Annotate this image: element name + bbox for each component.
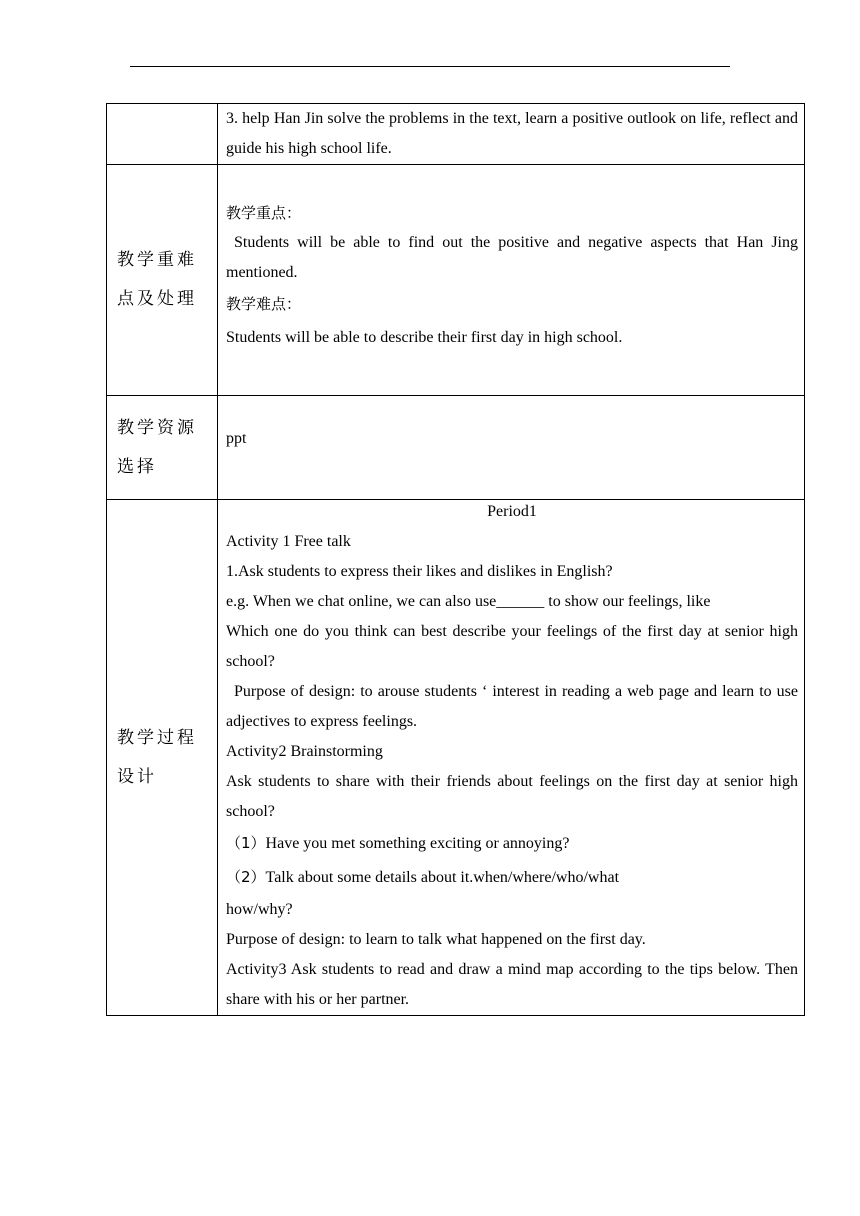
- header-rule: [130, 66, 730, 67]
- activity1-question1: 1.Ask students to express their likes and dislikes in English?: [226, 563, 613, 580]
- lesson-plan-table: [106, 103, 805, 1016]
- activity2-task: Ask students to share with their friends about feelings on the first day at senior high school?: [226, 773, 798, 820]
- table-row: [107, 104, 805, 165]
- activity2-item2-cont: how/why?: [226, 901, 293, 918]
- activity1-question2: Which one do you think can best describe your feelings of the first day at senior high school?: [226, 623, 798, 670]
- label-cell-empty: [107, 104, 218, 165]
- table-row: [107, 165, 805, 396]
- item1-number: （1）: [226, 834, 266, 852]
- focus-text: Students will be able to find out the positive and negative aspects that Han Jing mentioned.: [226, 234, 798, 281]
- resources-cell: [218, 396, 805, 500]
- difficulty-text: Students will be able to describe their first day in high school.: [226, 329, 623, 346]
- item1-text: Have you met something exciting or annoying?: [265, 835, 570, 852]
- process-cell: [218, 500, 805, 1016]
- key-points-cell: [218, 165, 805, 396]
- process-label-cell: [107, 500, 218, 1016]
- activity2-purpose: Purpose of design: to learn to talk what happened on the first day.: [226, 931, 646, 948]
- activity2-item1: [226, 827, 798, 860]
- difficulty-title: 教学难点：: [226, 295, 302, 313]
- objective-3-text: 3. help Han Jin solve the problems in the text, learn a positive outlook on life, reflect and guide his high school life.: [226, 110, 798, 157]
- resources-label-cell: [107, 396, 218, 500]
- focus-title: 教学重点：: [226, 204, 302, 222]
- process-label: 教学过程 设计: [117, 727, 197, 787]
- resources-text: ppt: [226, 429, 247, 447]
- activity1-title: Activity 1 Free talk: [226, 533, 351, 550]
- period-title: Period1: [487, 503, 537, 520]
- item2-text: Talk about some details about it.when/where/who/what: [265, 869, 620, 886]
- table-row: [107, 500, 805, 1016]
- activity2-item2: [226, 860, 798, 895]
- item2-number: （2）: [226, 868, 266, 886]
- key-points-label-cell: [107, 165, 218, 396]
- activity1-purpose: Purpose of design: to arouse students ‘ interest in reading a web page and learn to use adjectives to express feelings.: [226, 683, 798, 730]
- resources-label: 教学资源 选择: [117, 417, 197, 477]
- objectives-cell: [218, 104, 805, 165]
- table-row: [107, 396, 805, 500]
- activity3-text: Activity3 Ask students to read and draw a mind map according to the tips below. Then share with his or her partner.: [226, 961, 798, 1008]
- key-points-label: 教学重难 点及处理: [117, 250, 197, 309]
- activity2-title: Activity2 Brainstorming: [226, 743, 383, 760]
- activity1-example: e.g. When we chat online, we can also use______ to show our feelings, like: [226, 593, 711, 610]
